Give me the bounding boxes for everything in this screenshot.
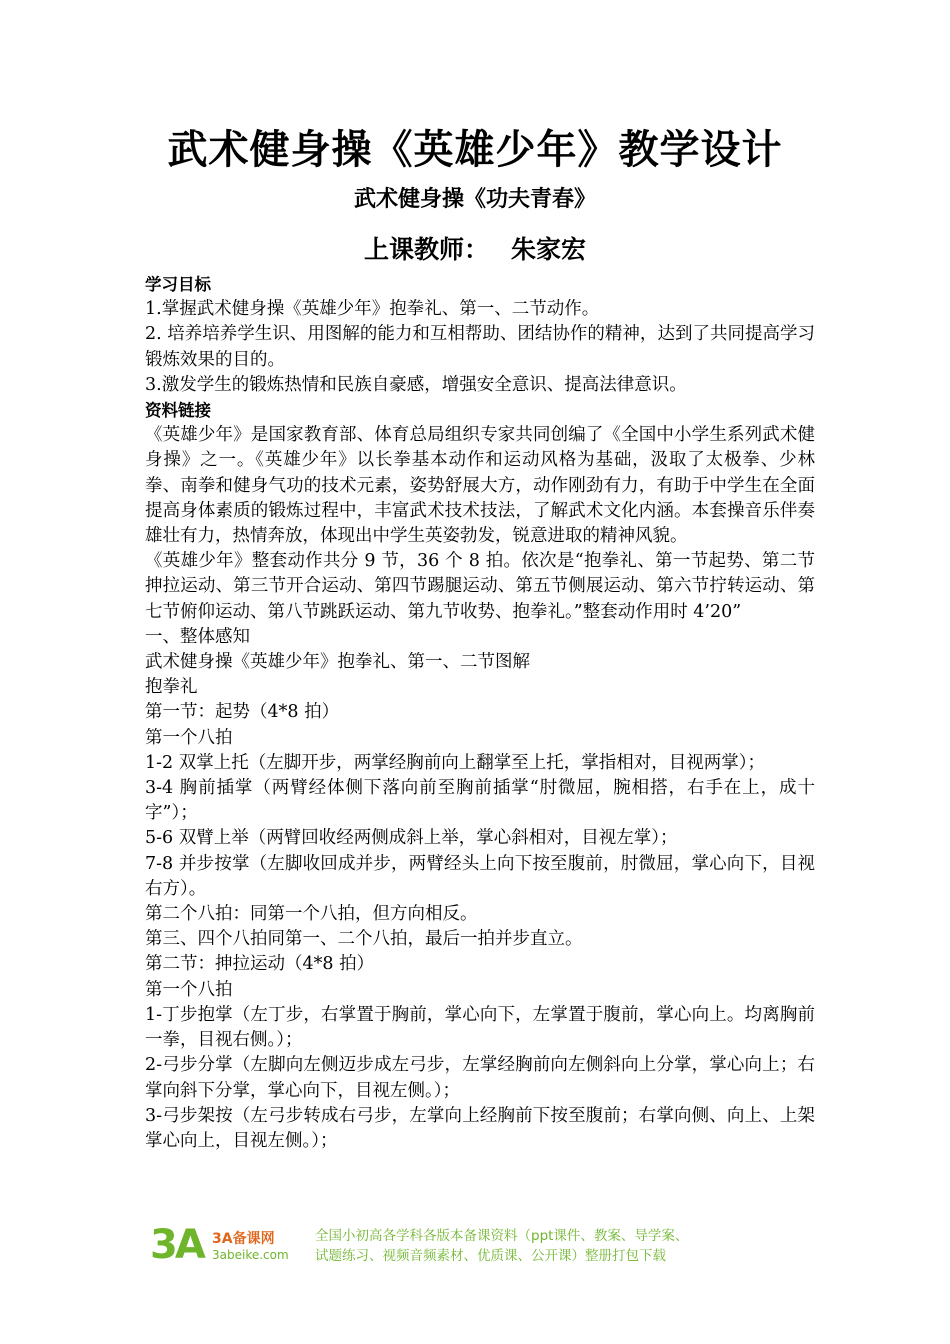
- document-body: [145, 272, 815, 1154]
- ad-line: 试题练习、视频音频素材、优质课、公开课）整册打包下载: [315, 1248, 666, 1264]
- text-line: 1-2 双掌上托（左脚开步，两掌经胸前向上翻掌至上托，掌指相对，目视两掌）；: [145, 752, 765, 773]
- section-heading-goals: 学习目标: [145, 275, 211, 294]
- text-line: 1-丁步抱掌（左丁步，右掌置于胸前，掌心向下，左掌置于腹前，掌心向上。均离胸前一拳，目视右侧。）；: [145, 1004, 815, 1051]
- goal-item: 2. 培养培养学生识、用图解的能力和互相帮助、团结协作的精神，达到了共同提高学习锻炼效果的目的。: [145, 324, 815, 370]
- site-logo: [150, 1224, 300, 1270]
- text-line: 7-8 并步按掌（左脚收回成并步，两臂经头上向下按至腹前，肘微屈，掌心向下，目视右方）。: [145, 853, 815, 899]
- teacher-name: 朱家宏: [511, 235, 587, 264]
- text-line: 第二个八拍：同第一个八拍，但方向相反。: [145, 904, 478, 925]
- section-heading-materials: 资料链接: [145, 401, 211, 421]
- document-subtitle: 武术健身操《功夫青春》: [353, 187, 596, 212]
- goal-item: 3.激发学生的锻炼热情和民族自豪感，增强安全意识、提高法律意识。: [145, 374, 687, 395]
- text-line: 第一节：起势（4*8 拍）: [145, 702, 340, 723]
- text-line: 武术健身操《英雄少年》抱拳礼、第一、二节图解: [145, 652, 530, 673]
- teacher-label: 上课教师：: [363, 235, 489, 264]
- ad-line: 全国小初高各学科各版本备课资料（ppt课件、教案、导学案、: [315, 1228, 689, 1244]
- text-line: 一、整体感知: [145, 626, 250, 647]
- teacher-line: [0, 230, 950, 266]
- logo-site: 3abeike.com: [212, 1248, 289, 1262]
- logo-name: 3A备课网: [212, 1231, 275, 1247]
- logo-mark: 3A: [150, 1222, 203, 1268]
- text-line: 第一个八拍: [145, 979, 233, 1000]
- goal-item: 1.掌握武术健身操《英雄少年》抱拳礼、第一、二节动作。: [145, 299, 600, 320]
- text-line: 3-4 胸前插掌（两臂经体侧下落向前至胸前插掌“肘微屈，腕相搭，右手在上，成十字”）；: [145, 778, 815, 824]
- footer-ad-text: [315, 1226, 795, 1266]
- footer-banner: [150, 1222, 800, 1272]
- material-paragraph: 《英雄少年》整套动作共分 9 节，36 个 8 拍。依次是“抱拳礼、第一节起势、第二节抻拉运动、第三节开合运动、第四节踢腿运动、第五节侧展运动、第六节拧转运动、第七节俯仰运动、第八节跳跃运动、第九节收势、抱拳礼。”整套动作用时 4’20”: [145, 551, 815, 622]
- text-line: 第一个八拍: [145, 727, 233, 748]
- material-paragraph: 《英雄少年》是国家教育部、体育总局组织专家共同创编了《全国中小学生系列武术健身操》之一。《英雄少年》以长拳基本动作和运动风格为基础，汲取了太极拳、少林拳、南拳和健身气功的技术元素，姿势舒展大方，动作刚劲有力，有助于中学生在全面提高身体素质的锻炼过程中，丰富武术技术技法，了解武术文化内涵。本套操音乐伴奏雄壮有力，热情奔放，体现出中学生英姿勃发，锐意进取的精神风貌。: [145, 425, 815, 547]
- text-line: 3-弓步架按（左弓步转成右弓步，左掌向上经胸前下按至腹前；右掌向侧、向上、上架掌心向上，目视左侧。）；: [145, 1105, 815, 1151]
- text-line: 5-6 双臂上举（两臂回收经两侧成斜上举，掌心斜相对，目视左掌）；: [145, 828, 678, 849]
- text-line: 第二节：抻拉运动（4*8 拍）: [145, 954, 375, 975]
- document-title: 武术健身操《英雄少年》教学设计: [167, 127, 783, 173]
- text-line: 抱拳礼: [145, 677, 198, 698]
- text-line: 第三、四个八拍同第一、二个八拍，最后一拍并步直立。: [145, 929, 583, 950]
- text-line: 2-弓步分掌（左脚向左侧迈步成左弓步，左掌经胸前向左侧斜向上分掌，掌心向上；右掌向斜下分掌，掌心向下，目视左侧。）；: [145, 1055, 815, 1101]
